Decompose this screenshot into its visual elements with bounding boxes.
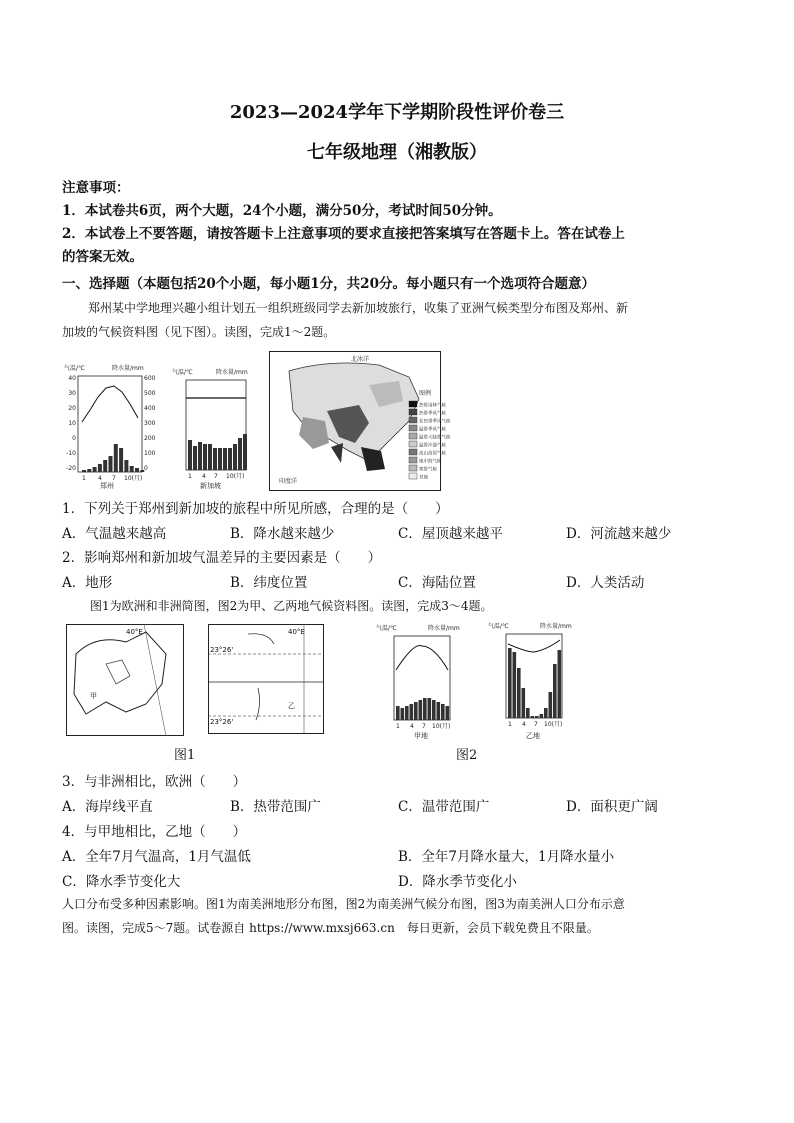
- jia-bar: [423, 698, 427, 720]
- zz-right-tick: 300: [144, 420, 156, 427]
- zz-right-tick: 200: [144, 435, 156, 442]
- yi-bar: [508, 648, 512, 718]
- map1-lon-label: 40°E: [126, 628, 143, 636]
- legend-swatch: [409, 473, 417, 479]
- jia-header-right: 降水量/mm: [428, 625, 460, 632]
- sg-bar: [238, 438, 242, 470]
- yi-bar: [513, 652, 517, 718]
- europe-map: [66, 624, 184, 736]
- page-title: 2023—2024学年下学期阶段性评价卷三: [229, 102, 565, 123]
- yi-bar: [531, 716, 535, 718]
- jia-xtick-10: 10(月): [432, 723, 451, 730]
- zz-right-tick: 0: [144, 465, 148, 472]
- zz-bar: [98, 464, 102, 472]
- legend-label: 地中海气候: [419, 459, 442, 465]
- asia-climate-map: [269, 351, 451, 491]
- yi-bar: [553, 664, 557, 718]
- map-legend-title: 图例: [419, 390, 432, 397]
- notes-item-1: 1．本试卷共6页，两个大题，24个小题，满分50分，考试时间50分钟。: [62, 203, 502, 219]
- jia-bar: [437, 702, 441, 720]
- jia-bar: [405, 706, 409, 720]
- legend-label: 温带大陆性气候: [419, 435, 451, 441]
- map2-lon-label: 40°E: [288, 628, 305, 636]
- sg-bar: [218, 448, 222, 470]
- figure-caption-2: 图2: [456, 748, 478, 763]
- map-top-label: 北冰洋: [351, 356, 370, 363]
- zz-header-left: 气温/℃: [64, 365, 85, 372]
- legend-label: 其他: [419, 475, 428, 481]
- yi-xtick-7: 7: [534, 721, 538, 728]
- sg-bar: [188, 440, 192, 470]
- sg-bar: [233, 444, 237, 470]
- zz-xtick-4: 4: [98, 475, 102, 482]
- zz-bar: [93, 467, 97, 472]
- legend-label: 温带季风气候: [419, 427, 446, 433]
- q4-option-a[interactable]: A．全年7月气温高，1月气温低: [62, 849, 251, 865]
- sg-xtick-7: 7: [214, 473, 218, 480]
- legend-label: 寒带气候: [419, 467, 437, 473]
- sg-bar: [198, 442, 202, 470]
- sg-bar: [208, 444, 212, 470]
- legend-swatch: [409, 433, 417, 439]
- page-subtitle: 七年级地理（湘教版）: [307, 142, 487, 163]
- climate-chart-jia: [374, 622, 474, 740]
- sg-name: 新加坡: [200, 482, 221, 490]
- q3-option-c[interactable]: C．温带范围广: [398, 799, 490, 815]
- zz-bar: [135, 468, 139, 472]
- jia-bar: [401, 708, 405, 720]
- zz-bar: [140, 470, 144, 472]
- sg-xtick-1: 1: [188, 473, 192, 480]
- climate-chart-yi: [486, 620, 586, 740]
- q2-stem: 2．影响郑州和新加坡气温差异的主要因素是（ ）: [62, 550, 382, 566]
- jia-bar: [414, 702, 418, 720]
- q2-option-b[interactable]: B．纬度位置: [230, 575, 308, 591]
- yi-bar: [526, 708, 530, 718]
- yi-header-right: 降水量/mm: [540, 623, 572, 630]
- sg-bar: [193, 446, 197, 470]
- sg-bar: [223, 448, 227, 470]
- q1-stem: 1．下列关于郑州到新加坡的旅程中所见所感，合理的是（ ）: [62, 501, 449, 517]
- map1-point-jia: 甲: [90, 692, 97, 700]
- q3-option-d[interactable]: D．面积更广阔: [566, 799, 658, 815]
- jia-name: 甲地: [414, 732, 428, 740]
- zz-bar: [87, 469, 91, 472]
- map-ocean-label: 印度洋: [279, 478, 298, 485]
- legend-swatch: [409, 417, 417, 423]
- q4-option-c[interactable]: C．降水季节变化大: [62, 874, 181, 890]
- sg-bar: [243, 434, 247, 470]
- map2-lat1: 23°26': [210, 646, 234, 654]
- legend-swatch: [409, 441, 417, 447]
- jia-xtick-7: 7: [422, 723, 426, 730]
- zz-left-tick: 10: [68, 420, 76, 427]
- q1-option-a[interactable]: A．气温越来越高: [62, 526, 167, 542]
- map2-lat2: 23°26': [210, 718, 234, 726]
- zz-bar: [130, 466, 134, 472]
- zz-left-tick: 40: [68, 375, 76, 382]
- q2-option-a[interactable]: A．地形: [62, 575, 113, 591]
- notes-item-2a: 2．本试卷上不要答题，请按答题卡上注意事项的要求直接把答案填写在答题卡上。答在试卷上: [62, 226, 625, 242]
- yi-name: 乙地: [526, 732, 540, 740]
- notes-heading: 注意事项：: [62, 180, 130, 196]
- zz-name: 郑州: [100, 482, 114, 490]
- legend-swatch: [409, 425, 417, 431]
- figure-caption-1: 图1: [174, 748, 196, 763]
- sg-xtick-10: 10(月): [226, 473, 245, 480]
- yi-bar: [535, 716, 539, 718]
- zz-xtick-10: 10(月): [124, 475, 143, 482]
- africa-map: [208, 624, 324, 734]
- zz-left-tick: 0: [72, 435, 76, 442]
- yi-bar: [558, 650, 562, 718]
- jia-header-left: 气温/℃: [376, 625, 397, 632]
- yi-bar: [544, 708, 548, 718]
- section-heading: 一、选择题（本题包括20个小题，每小题1分，共20分。每小题只有一个选项符合题意）: [62, 276, 595, 292]
- q2-option-d[interactable]: D．人类活动: [566, 575, 645, 591]
- zz-xtick-1: 1: [82, 475, 86, 482]
- climate-chart-singapore: [170, 366, 262, 492]
- map2-point-yi: 乙: [288, 702, 295, 710]
- zz-bar: [103, 460, 107, 472]
- zz-header-right: 降水量/mm: [112, 365, 144, 372]
- jia-bar: [446, 706, 450, 720]
- legend-label: 温带沙漠气候: [419, 443, 446, 449]
- zz-bar: [109, 456, 113, 472]
- q4-option-b[interactable]: B．全年7月降水量大，1月降水量小: [398, 849, 615, 865]
- zz-right-tick: 400: [144, 405, 156, 412]
- jia-bar: [428, 698, 432, 720]
- sg-bar: [213, 448, 217, 470]
- q1-option-b[interactable]: B．降水越来越少: [230, 526, 335, 542]
- q3-option-a[interactable]: A．海岸线平直: [62, 799, 153, 815]
- intro3-line1: 人口分布受多种因素影响。图1为南美洲地形分布图，图2为南美洲气候分布图，图3为南美洲人口分布示意: [62, 897, 625, 911]
- jia-bar: [432, 700, 436, 720]
- q3-option-b[interactable]: B．热带范围广: [230, 799, 321, 815]
- yi-bar: [540, 714, 544, 718]
- yi-xtick-1: 1: [508, 721, 512, 728]
- zz-left-tick: -20: [66, 465, 76, 472]
- zz-right-tick: 100: [144, 450, 156, 457]
- zz-xtick-7: 7: [112, 475, 116, 482]
- q1-option-d[interactable]: D．河流越来越少: [566, 526, 672, 542]
- yi-xtick-4: 4: [522, 721, 526, 728]
- yi-bar: [517, 668, 521, 718]
- q4-option-d[interactable]: D．降水季节变化小: [398, 874, 517, 890]
- intro2: 图1为欧洲和非洲简图，图2为甲、乙两地气候资料图。读图，完成3～4题。: [90, 599, 493, 613]
- sg-xtick-4: 4: [202, 473, 206, 480]
- yi-header-left: 气温/℃: [488, 623, 509, 630]
- jia-xtick-1: 1: [396, 723, 400, 730]
- zz-bar: [114, 444, 118, 472]
- yi-xtick-10: 10(月): [544, 721, 563, 728]
- intro3-line2: 图。读图，完成5～7题。试卷源自 https://www.mxsj663.cn 每日更新，会员下载免费且不限量。: [62, 921, 599, 935]
- yi-bar: [522, 688, 526, 718]
- sg-header-left: 气温/℃: [172, 369, 193, 376]
- legend-label: 热带雨林气候: [419, 403, 446, 409]
- jia-bar: [441, 704, 445, 720]
- jia-bar: [396, 706, 400, 720]
- zz-bar: [82, 470, 86, 472]
- zz-right-tick: 600: [144, 375, 156, 382]
- zz-left-tick: 20: [68, 405, 76, 412]
- zz-left-tick: -10: [66, 450, 76, 457]
- legend-swatch: [409, 449, 417, 455]
- zz-right-tick: 500: [144, 390, 156, 397]
- intro1-line1: 郑州某中学地理兴趣小组计划五一组织班级同学去新加坡旅行，收集了亚洲气候类型分布图及郑州、新: [88, 301, 629, 315]
- zz-bar: [124, 460, 128, 472]
- yi-bar: [549, 692, 553, 718]
- notes-item-2b: 的答案无效。: [62, 249, 143, 265]
- q1-option-c[interactable]: C．屋顶越来越平: [398, 526, 503, 542]
- q3-stem: 3．与非洲相比，欧洲（ ）: [62, 774, 247, 790]
- sg-bar: [203, 444, 207, 470]
- jia-bar: [419, 700, 423, 720]
- zz-bar: [119, 448, 123, 472]
- intro1-line2: 加坡的气候资料图（见下图）。读图，完成1～2题。: [62, 325, 336, 339]
- legend-label: 亚热带季风气候: [419, 419, 451, 425]
- legend-swatch: [409, 409, 417, 415]
- sg-header-right: 降水量/mm: [216, 369, 248, 376]
- q4-stem: 4．与甲地相比，乙地（ ）: [62, 824, 247, 840]
- climate-chart-zhengzhou: [62, 362, 158, 488]
- legend-swatch: [409, 465, 417, 471]
- legend-swatch: [409, 457, 417, 463]
- legend-swatch: [409, 401, 417, 407]
- q2-option-c[interactable]: C．海陆位置: [398, 575, 476, 591]
- legend-label: 热带季风气候: [419, 411, 446, 417]
- zz-left-tick: 30: [68, 390, 76, 397]
- jia-bar: [410, 704, 414, 720]
- jia-xtick-4: 4: [410, 723, 414, 730]
- legend-label: 高山高原气候: [419, 451, 446, 457]
- sg-bar: [228, 448, 232, 470]
